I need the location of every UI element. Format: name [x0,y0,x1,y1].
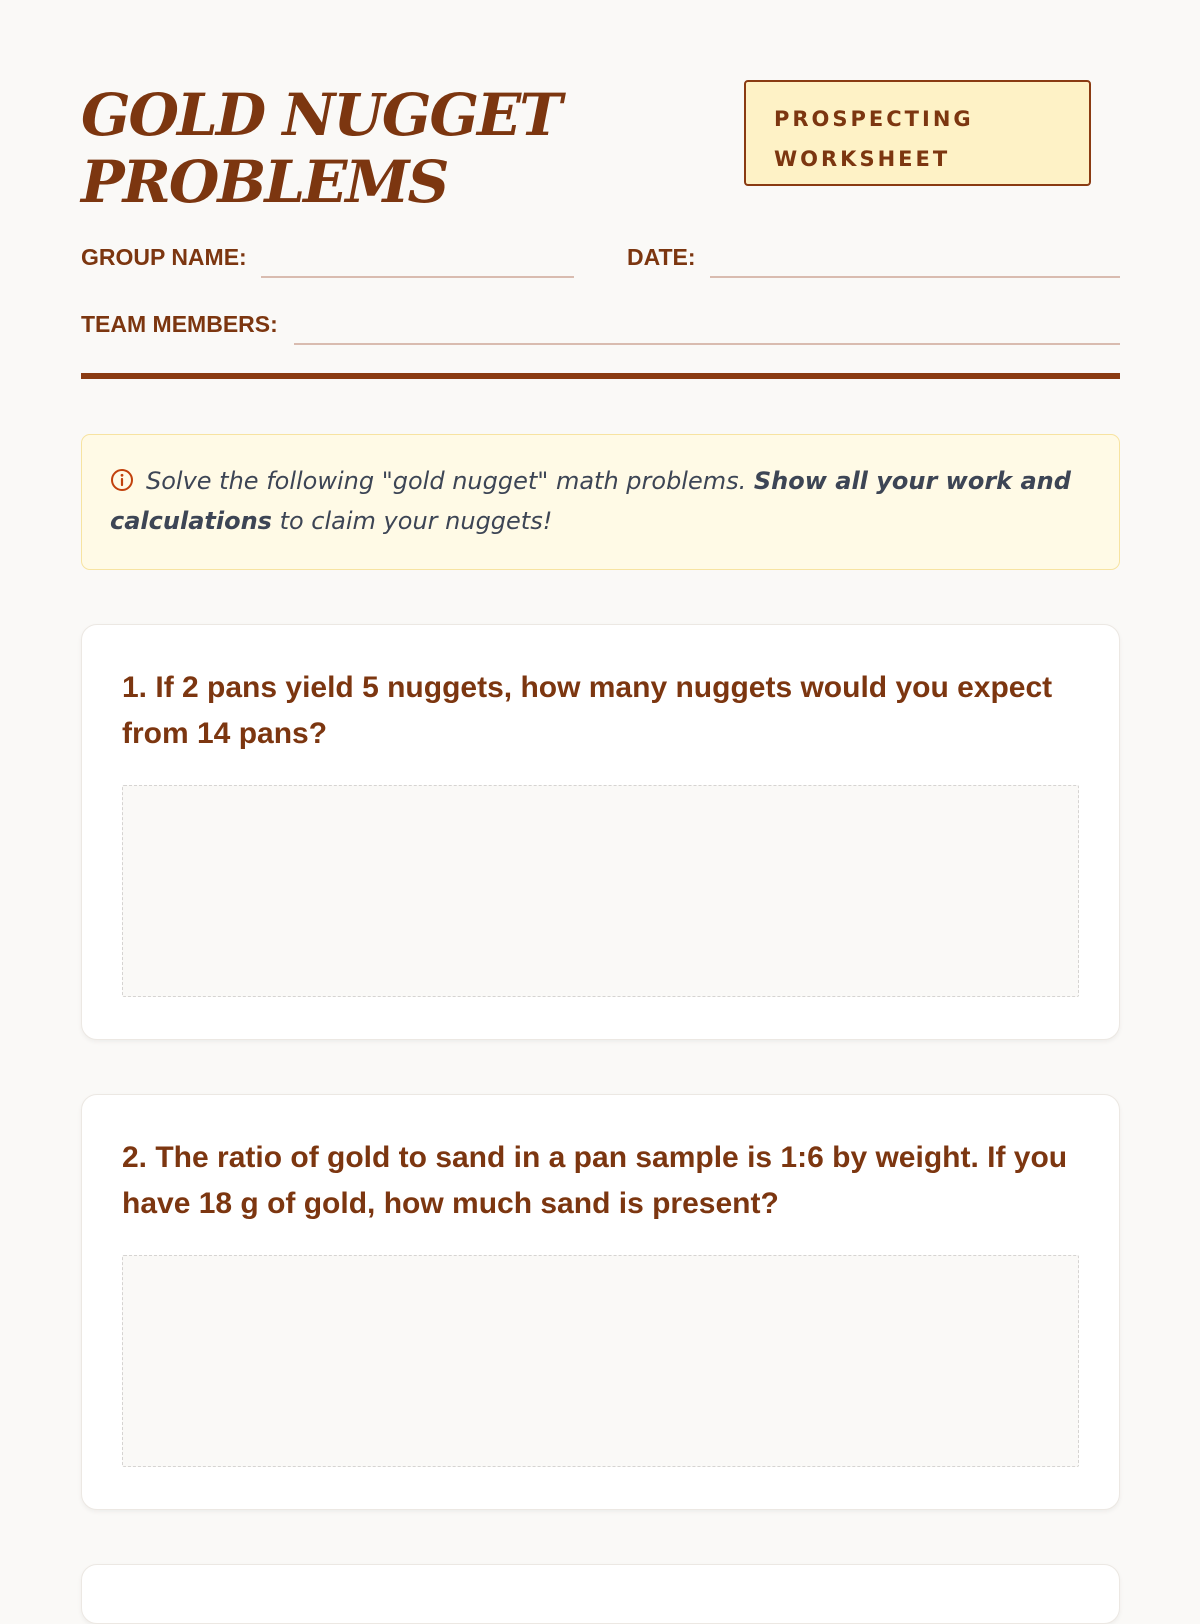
group-name-label: GROUP NAME: [81,244,247,270]
header-divider [81,373,1120,379]
date-line[interactable] [710,276,1120,278]
problem-card-1 [81,624,1120,1040]
instructions-text-end: to claim your nuggets! [271,507,553,535]
title-line-2: PROBLEMS [81,148,448,216]
badge-line-1: PROSPECTING [774,107,974,131]
page-title [81,82,681,216]
problem-card-2 [81,1094,1120,1510]
worksheet-badge [744,80,1091,186]
date-label: DATE: [627,244,696,270]
team-members-line[interactable] [294,343,1120,345]
problem-question: 2. The ratio of gold to sand in a pan sample is 1:6 by weight. If you have 18 g of gold, how much sand is present? [122,1141,1068,1220]
team-members-label: TEAM MEMBERS: [81,311,278,337]
problem-card-3 [81,1564,1120,1624]
group-name-line[interactable] [261,276,574,278]
instructions-text: Solve the following "gold nugget" math problems. [146,467,754,495]
answer-area[interactable] [122,785,1079,997]
instructions-emphasis: Show all your work and calculations [110,467,1071,535]
title-line-1: GOLD NUGGET [81,81,561,149]
problem-question: 1. If 2 pans yield 5 nuggets, how many nuggets would you expect from 14 pans? [122,671,1053,750]
info-icon [110,468,136,492]
instructions-box [81,434,1120,570]
worksheet-page [81,0,1120,1600]
badge-line-2: WORKSHEET [774,147,951,171]
answer-area[interactable] [122,1255,1079,1467]
